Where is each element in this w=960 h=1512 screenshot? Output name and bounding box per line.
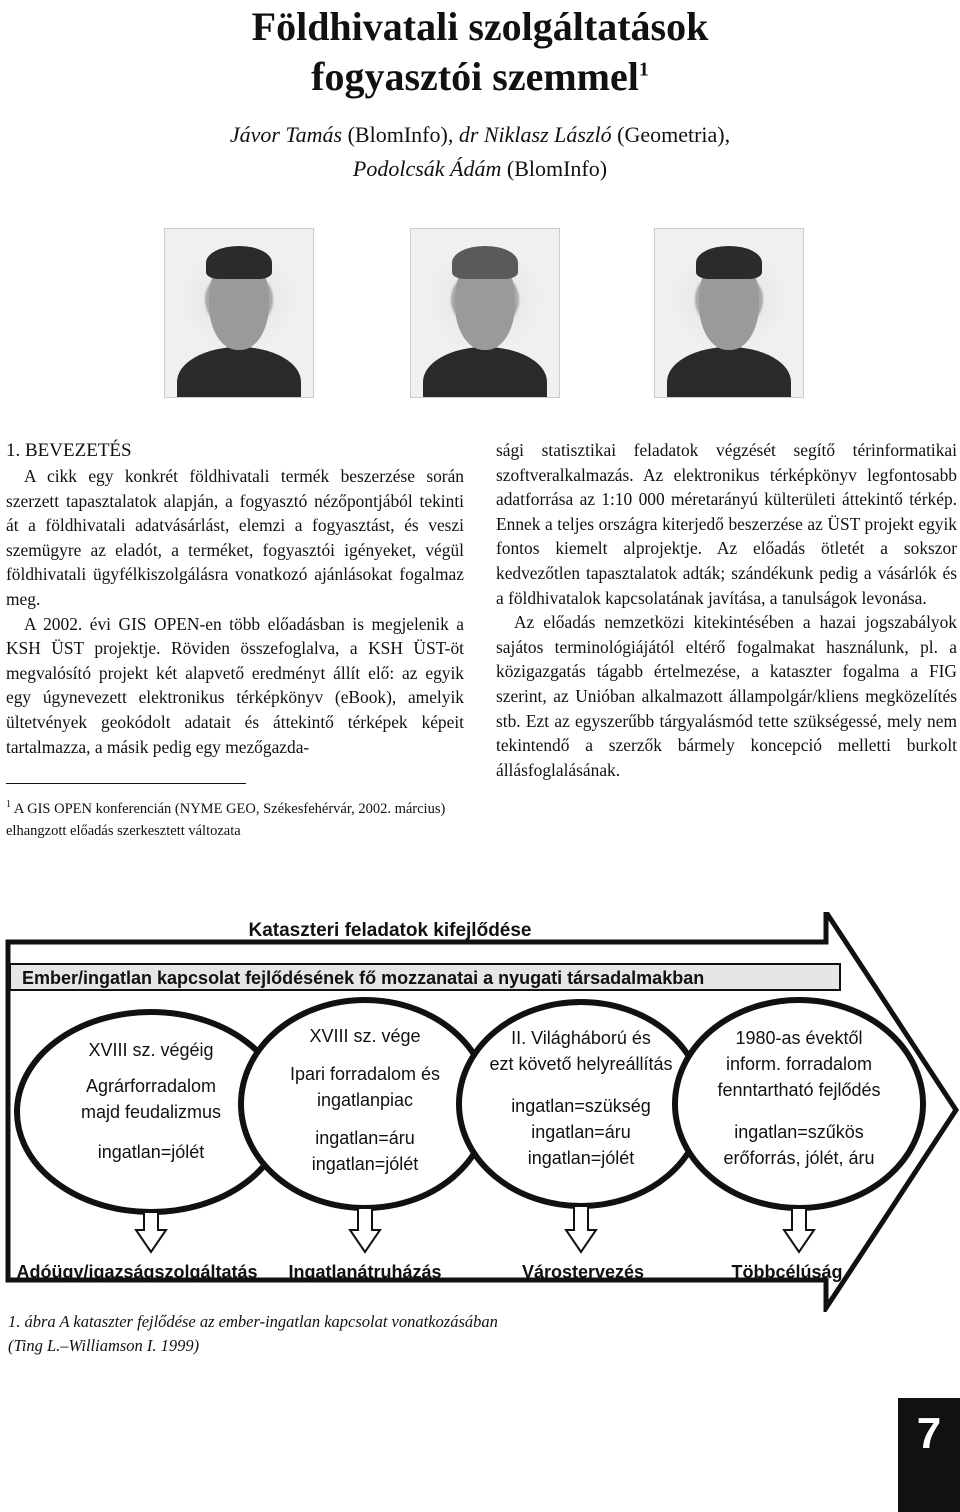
title-line-1: Földhivatali szolgáltatások — [251, 4, 709, 49]
era-4-line-1: 1980-as évektől — [735, 1028, 863, 1048]
title-footnote-mark: 1 — [638, 58, 649, 81]
task-label-1: Adóügy/igazságszolgáltatás — [16, 1262, 258, 1282]
era-3-line-3: ingatlan=szükség — [511, 1096, 651, 1116]
era-4-line-5: erőforrás, jólét, áru — [723, 1148, 875, 1168]
section-heading: 1. BEVEZETÉS — [6, 440, 132, 461]
era-1-line-1: XVIII sz. végéig — [88, 1040, 214, 1060]
footnote-mark: 1 — [6, 799, 11, 811]
era-2-line-5: ingatlan=jólét — [311, 1154, 419, 1174]
era-2-line-1: XVIII sz. vége — [309, 1026, 421, 1046]
era-2-line-2: Ipari forradalom és — [289, 1064, 441, 1084]
figure-caption — [8, 1310, 498, 1358]
era-3-line-5: ingatlan=jólét — [527, 1148, 635, 1168]
era-3-line-4: ingatlan=áru — [531, 1122, 631, 1142]
footnote — [6, 794, 464, 842]
era-4-line-2: inform. forradalom — [725, 1054, 873, 1074]
article-title — [0, 2, 960, 102]
era-4-line-3: fenntartható fejlődés — [717, 1080, 881, 1100]
title-line-2: fogyasztói szemmel — [311, 54, 639, 99]
era-3-line-1: II. Világháború és — [511, 1028, 651, 1048]
author-photo-1 — [164, 228, 314, 398]
page-number: 7 — [898, 1398, 960, 1512]
right-column — [496, 438, 957, 782]
footnote-divider — [6, 783, 246, 784]
era-4-line-4: ingatlan=szűkös — [734, 1122, 864, 1142]
era-2-line-4: ingatlan=áru — [315, 1128, 415, 1148]
right-paragraph-2: Az előadás nemzetközi kitekintésében a hazai jogszabályok sajátos terminológiájától eltérő fogalmakat használunk, pl. a közigazgatás tágabb értelmezése, a kataszter fogalma a FIG szerint, az Unióban alkalmazott állampolgár/kliens megközelítés stb. Ezt az egyszerűbb tárgyalásmód tette szükségessé, mely nem tekintendő a szerzők bármely koncepció melletti burkolt állásfoglalásának. — [496, 612, 957, 780]
task-label-2: Ingatlanátruházás — [288, 1262, 442, 1282]
left-column — [6, 438, 464, 842]
task-label-4: Többcélúság — [731, 1262, 843, 1282]
era-2-line-3: ingatlanpiac — [316, 1090, 414, 1110]
era-4 — [675, 1000, 923, 1208]
era-3-line-2: ezt követő helyreállítás — [489, 1054, 673, 1074]
caption-line-2: (Ting L.–Williamson I. 1999) — [8, 1336, 200, 1355]
left-paragraph-2: A 2002. évi GIS OPEN-en több előadásban is megjelenik a KSH ÜST projektje. Röviden összefoglalva, a KSH ÜST-öt megvalósító projekt két alapvető eredményt állít elő: az egyik egy úgynevezett elektronikus térképkönyv (eBook), amelyik ültetvények geokódolt adatait és áttekintő térképek képeit tartalmazza, a másik pedig egy mezőgazda- — [6, 613, 464, 757]
caption-line-1: 1. ábra A kataszter fejlődése az ember-ingatlan kapcsolat vonatkozásában — [8, 1312, 498, 1331]
right-paragraph-1: sági statisztikai feladatok végzését segítő térinformatikai szoftveralkalmazás. Az elektronikus térképkönyv legfontosabb adatforrása az 1:10 000 méretarányú külterületi áttekintő térkép. Ennek a teljes országra kiterjedő beszerzése az ÜST projekt egyik fontos kiemelt alprojektje. Az előadás ötletét a sokszor kedvezőtlen tapasztalatok adták; szándékunk pedig a vásárlók és a földhivatalok kapcsolatának javítása, a tanulságok levonása. — [496, 440, 957, 608]
era-1-line-2: Agrárforradalom — [85, 1076, 217, 1096]
era-2 — [241, 1000, 489, 1208]
footnote-text: A GIS OPEN konferencián (NYME GEO, Székesfehérvár, 2002. március) elhangzott előadás szerkesztett változata — [6, 800, 446, 839]
band-title: Ember/ingatlan kapcsolat fejlődésének fő mozzanatai a nyugati társadalmakban — [22, 968, 705, 988]
author-1-affiliation: (BlomInfo), — [342, 122, 459, 147]
era-1-line-4: ingatlan=jólét — [97, 1142, 205, 1162]
left-paragraph-1: A cikk egy konkrét földhivatali termék beszerzése során szerzett tapasztalatok alapján, a fogyasztó nézőpontjából tekinti át a földhivatali adatvásárlást, elemzi a fogyasztást, és veszi szemügyre az eladót, a terméket, fogyasztói igényeket, végül földhivatali ügyfélkiszolgálásra vonatkozó ajánlásokat fogalmaz meg. — [6, 466, 464, 609]
cadastre-evolution-diagram — [0, 912, 960, 1312]
author-2-affiliation: (Geometria), — [611, 122, 731, 147]
era-3 — [459, 1002, 703, 1206]
author-1: Jávor Tamás — [229, 122, 343, 147]
author-photo-2 — [410, 228, 560, 398]
author-3-affiliation: (BlomInfo) — [501, 156, 608, 181]
era-1-line-3: majd feudalizmus — [80, 1102, 222, 1122]
author-2: dr Niklasz László — [458, 122, 612, 147]
author-photo-3 — [654, 228, 804, 398]
arrow-title: Kataszteri feladatok kifejlődése — [248, 920, 532, 941]
author-list — [0, 118, 960, 186]
author-3: Podolcsák Ádám — [352, 156, 502, 181]
task-label-3: Várostervezés — [521, 1262, 645, 1282]
